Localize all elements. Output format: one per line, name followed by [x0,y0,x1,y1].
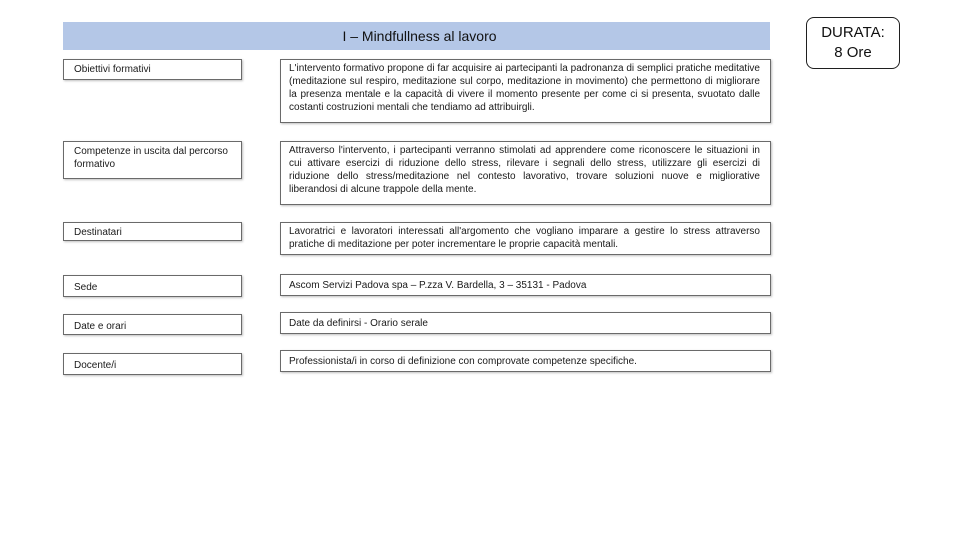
row-label-teacher: Docente/i [63,353,242,375]
row-label-competences: Competenze in uscita dal percorso formativo [63,141,242,179]
duration-value: 8 Ore [834,44,872,61]
row-content-competences: Attraverso l'intervento, i partecipanti verranno stimolati ad apprendere come riconoscere le situazioni in cui attivare esercizi di riduzione dello stress, rilevare i segnali dello stress, utilizzare gli esercizi di riduzione dello stress/meditazione nel contesto lavorativo, trovare soluzioni nuove e migliorative liberandosi di alcune trappole della mente. [280,141,771,205]
row-content-dates: Date da definirsi - Orario serale [280,312,771,334]
course-title: I – Mindfullness al lavoro [342,28,497,44]
row-label-audience: Destinatari [63,222,242,241]
row-label-dates: Date e orari [63,314,242,335]
row-label-objectives: Obiettivi formativi [63,59,242,80]
row-content-teacher: Professionista/i in corso di definizione con comprovate competenze specifiche. [280,350,771,372]
row-content-objectives: L'intervento formativo propone di far acquisire ai partecipanti la padronanza di semplici pratiche meditative (meditazione sul respiro, meditazione sul corpo, meditazione in movimento) che permettono di migliorare la presenza mentale e la capacità di vivere il momento presente per come ci si presenta, svuotato dalle costanti costruzioni mentali che tendiamo ad attribuirgli. [280,59,771,123]
row-label-venue: Sede [63,275,242,297]
course-title-bar [63,22,770,50]
duration-box [806,17,900,69]
duration-label: DURATA: [821,24,885,41]
row-content-audience: Lavoratrici e lavoratori interessati all'argomento che vogliano imparare a gestire lo stress attraverso pratiche di meditazione per poter incrementare le proprie capacità mentali. [280,222,771,255]
row-content-venue: Ascom Servizi Padova spa – P.zza V. Bardella, 3 – 35131 - Padova [280,274,771,296]
